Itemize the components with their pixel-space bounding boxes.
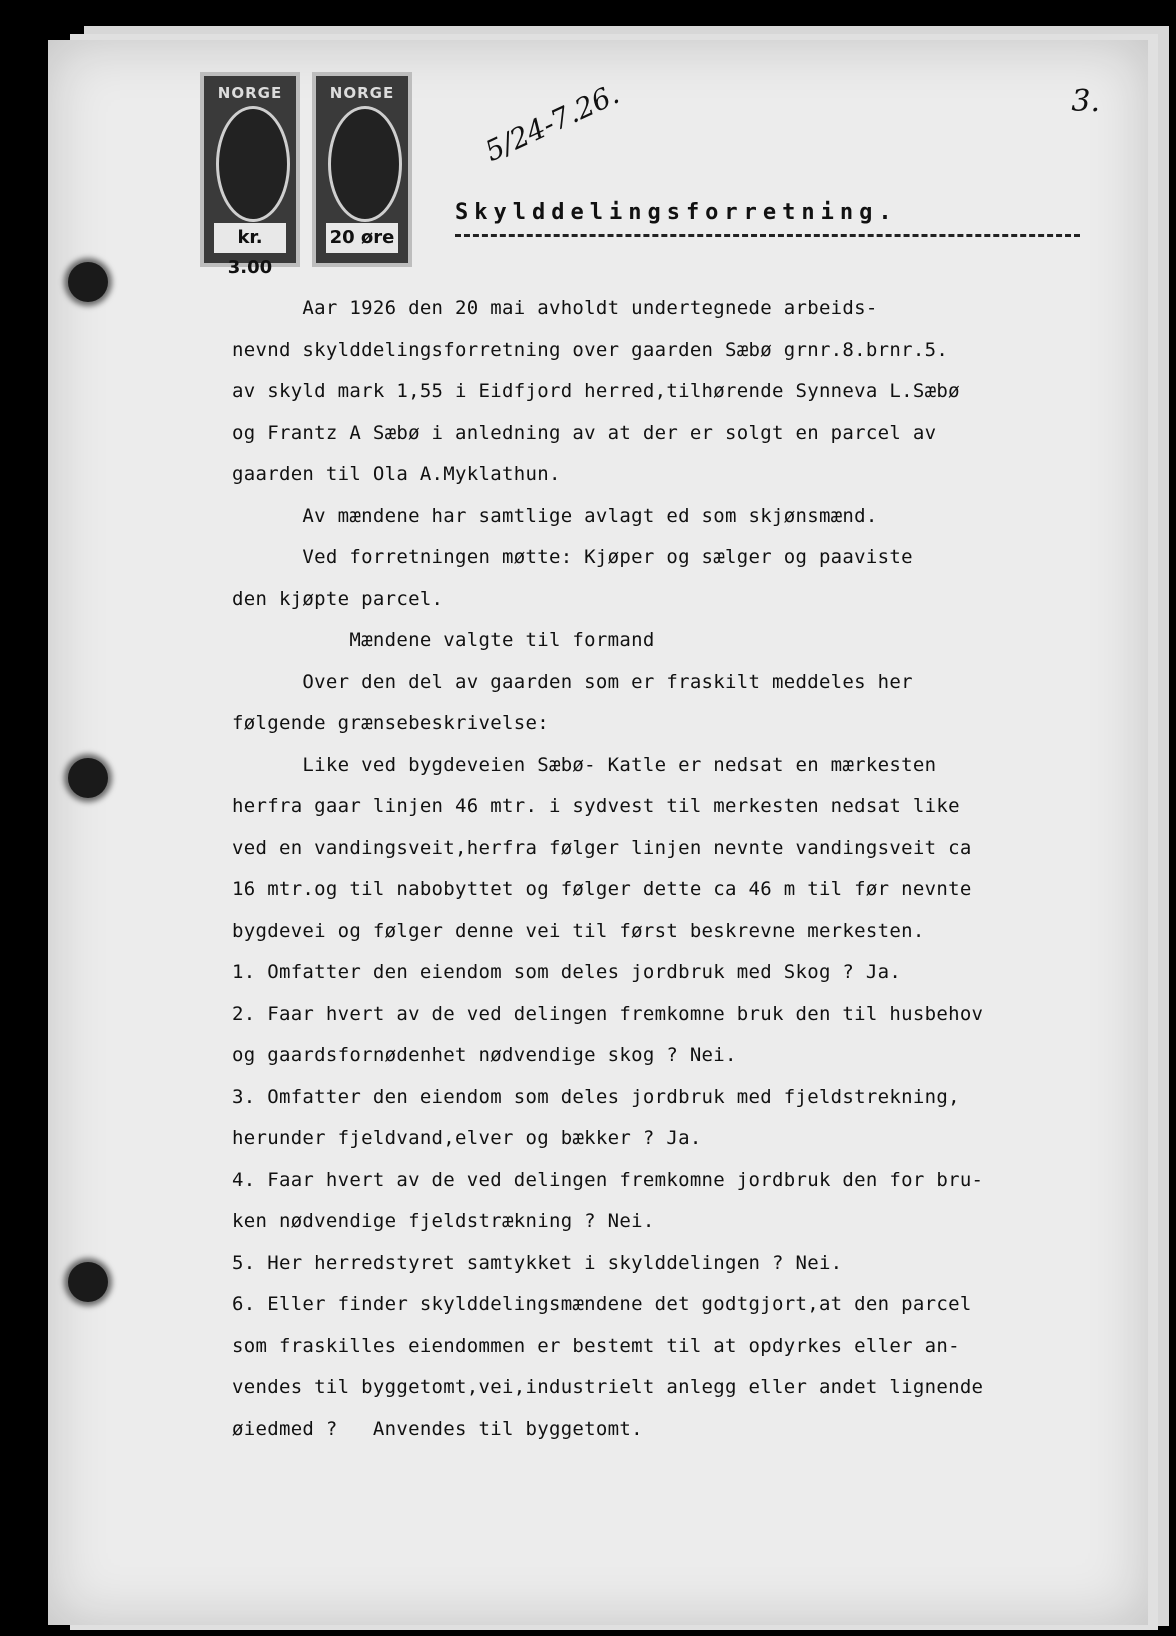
text-line: 16 mtr.og til nabobyttet og følger dette ca 46 m til før nevnte <box>232 878 972 900</box>
text-line: 3. Omfatter den eiendom som deles jordbruk med fjeldstrekning, <box>232 1085 960 1108</box>
text-line: ken nødvendige fjeldstrækning ? Nei. <box>232 1210 655 1232</box>
text-line: gaarden til Ola A.Myklathun. <box>232 463 561 485</box>
text-line: 6. Eller finder skylddelingsmændene det godtgjort,at den parcel <box>232 1293 972 1315</box>
revenue-stamp <box>200 72 300 278</box>
text-line: 5. Her herredstyret samtykket i skylddelingen ? Nei. <box>232 1251 843 1274</box>
punch-hole <box>68 758 108 798</box>
text-line: nevnd skylddelingsforretning over gaarden Sæbø grnr.8.brnr.5. <box>232 338 949 361</box>
stamp-value: kr. 3.00 <box>214 223 286 253</box>
punch-hole <box>68 262 108 302</box>
document-title: Skylddelingsforretning. <box>455 200 898 225</box>
document-page <box>48 40 1148 1625</box>
text-line: 1. Omfatter den eiendom som deles jordbruk med Skog ? Ja. <box>232 961 902 983</box>
text-line: av skyld mark 1,55 i Eidfjord herred,tilhørende Synneva L.Sæbø <box>232 380 960 402</box>
text-line: Over den del av gaarden som er fraskilt meddeles her <box>232 670 913 693</box>
text-line: 2. Faar hvert av de ved delingen fremkomne bruk den til husbehov <box>232 1002 984 1025</box>
coat-of-arms-icon <box>328 106 402 222</box>
text-line: ved en vandingsveit,herfra følger linjen nevnte vandingsveit ca <box>232 836 972 859</box>
stamp-label: NORGE <box>217 84 283 102</box>
text-line: Ved forretningen møtte: Kjøper og sælger og paaviste <box>232 546 913 568</box>
text-line: Aar 1926 den 20 mai avholdt undertegnede arbeids- <box>232 297 878 319</box>
handwritten-annotation: 5/24-7.26. <box>480 77 625 168</box>
text-line: og gaardsfornødenhet nødvendige skog ? Nei. <box>232 1044 737 1066</box>
title-underline <box>455 234 1080 237</box>
text-line: øiedmed ? Anvendes til byggetomt. <box>232 1417 643 1440</box>
text-line: herfra gaar linjen 46 mtr. i sydvest til merkesten nedsat like <box>232 795 960 817</box>
text-line: den kjøpte parcel. <box>232 587 444 610</box>
text-line: herunder fjeldvand,elver og bækker ? Ja. <box>232 1127 702 1149</box>
stamp-label: NORGE <box>329 84 395 102</box>
text-line: bygdevei og følger denne vei til først beskrevne merkesten. <box>232 919 925 942</box>
revenue-stamp <box>312 72 412 267</box>
punch-hole <box>68 1262 108 1302</box>
text-line: som fraskilles eiendommen er bestemt til at opdyrkes eller an- <box>232 1334 960 1357</box>
text-line: Like ved bygdeveien Sæbø- Katle er nedsat en mærkesten <box>232 753 937 776</box>
page-number: 3. <box>1071 84 1100 119</box>
coat-of-arms-icon <box>216 106 290 222</box>
text-line: 4. Faar hvert av de ved delingen fremkomne jordbruk den for bru- <box>232 1168 984 1191</box>
stamp-value: 20 øre <box>326 223 398 253</box>
document-body <box>232 288 1072 1450</box>
text-line: Mændene valgte til formand <box>232 629 655 651</box>
text-line: følgende grænsebeskrivelse: <box>232 712 549 734</box>
text-line: og Frantz A Sæbø i anledning av at der er solgt en parcel av <box>232 421 937 444</box>
text-line: Av mændene har samtlige avlagt ed som skjønsmænd. <box>232 504 878 527</box>
text-line: vendes til byggetomt,vei,industrielt anlegg eller andet lignende <box>232 1376 984 1398</box>
